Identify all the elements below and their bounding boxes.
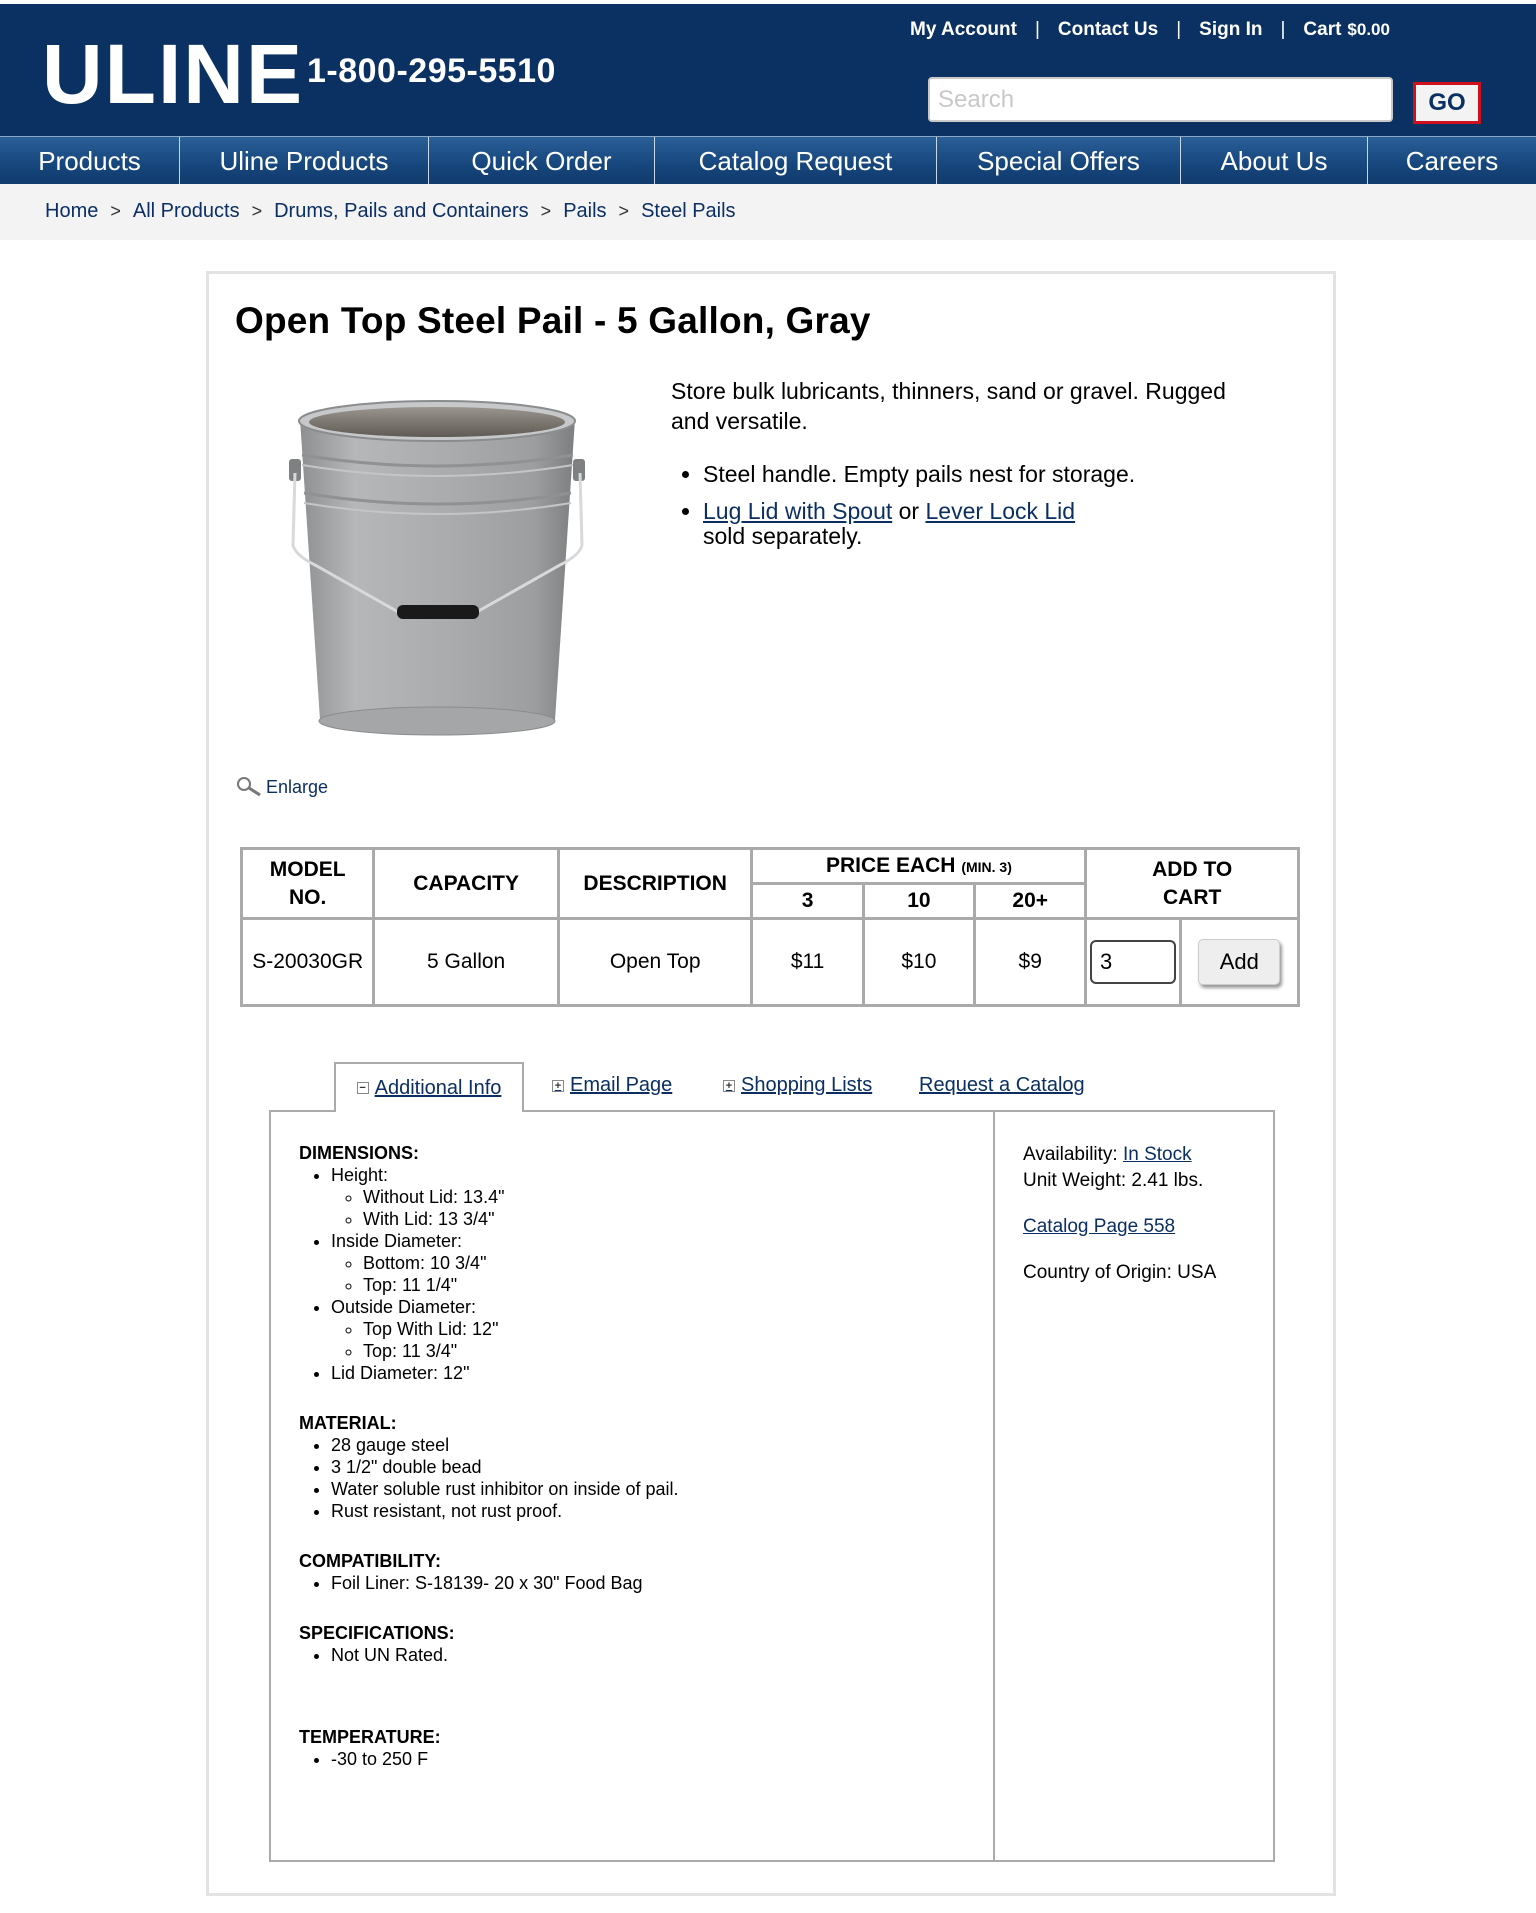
add-cell (1180, 919, 1298, 1006)
list-item: • Lid Diameter: 12" (331, 1362, 979, 1384)
model-header-line2: NO. (289, 885, 327, 909)
link-separator: | (1176, 19, 1182, 40)
tab-request-catalog-label: Request a Catalog (919, 1074, 1085, 1096)
dimensions-heading: DIMENSIONS: (299, 1143, 420, 1163)
price-cell-10: $10 (863, 919, 974, 1006)
tab-shopping-lists[interactable] (723, 1074, 872, 1097)
height-label: Height: (331, 1165, 389, 1185)
search-input[interactable] (928, 77, 1393, 122)
feature-item (703, 462, 1231, 487)
list-item: • 28 gauge steel (331, 1434, 979, 1456)
list-item: • Water soluble rust inhibitor on inside of pail. (331, 1478, 979, 1500)
list-item: • Not UN Rated. (331, 1644, 979, 1666)
outside-diameter-label: Outside Diameter: (331, 1297, 477, 1317)
unit-weight: Unit Weight: 2.41 lbs. (1023, 1170, 1204, 1191)
list-item: ◦ Top: 11 1/4" (363, 1274, 979, 1296)
search-go-button[interactable]: GO (1413, 82, 1481, 124)
in-stock-link[interactable]: In Stock (1122, 1144, 1192, 1165)
qty-cell (1086, 919, 1180, 1006)
breadcrumb-steel-pails[interactable]: Steel Pails (641, 200, 736, 222)
nav-item-about-us[interactable]: About Us (1181, 137, 1368, 185)
sign-in-link[interactable]: Sign In (1199, 19, 1263, 40)
price-each-label: PRICE EACH (825, 853, 956, 877)
breadcrumb-pails[interactable]: Pails (563, 200, 607, 222)
nav-item-products[interactable]: Products (0, 137, 180, 185)
capacity-header: CAPACITY (374, 849, 559, 919)
list-item: • Foil Liner: S-18139- 20 x 30" Food Bag (331, 1572, 979, 1594)
my-account-link[interactable]: My Account (910, 19, 1017, 40)
breadcrumb-separator: > (618, 201, 630, 221)
model-header-line1: MODEL (269, 857, 346, 881)
tab-email-page-label: Email Page (570, 1074, 673, 1096)
model-cell: S-20030GR (242, 919, 374, 1006)
tier-header-10: 10 (863, 884, 974, 919)
capacity-cell: 5 Gallon (374, 919, 559, 1006)
enlarge-link[interactable] (236, 776, 328, 798)
nav-item-catalog-request[interactable]: Catalog Request (655, 137, 937, 185)
expand-icon: + (552, 1080, 564, 1092)
product-image[interactable] (285, 395, 590, 755)
tab-email-page[interactable] (552, 1074, 672, 1097)
quantity-input[interactable] (1090, 940, 1176, 984)
info-divider (993, 1110, 995, 1862)
breadcrumb-separator: > (110, 201, 121, 221)
dimensions-list (299, 1164, 979, 1384)
pricing-table (240, 847, 1300, 1007)
catalog-page-row (1023, 1214, 1263, 1240)
availability-row (1023, 1142, 1263, 1168)
magnifier-icon (236, 776, 262, 798)
description-cell: Open Top (558, 919, 752, 1006)
country-of-origin: Country of Origin: USA (1023, 1262, 1217, 1283)
tab-request-catalog[interactable] (919, 1074, 1085, 1097)
table-row (242, 919, 1299, 1006)
compatibility-section (299, 1550, 979, 1594)
list-item (331, 1230, 979, 1296)
breadcrumb-bar (0, 184, 1536, 240)
inside-diameter-label: Inside Diameter: (331, 1231, 463, 1251)
tab-additional-info[interactable] (334, 1062, 524, 1112)
page-title: Open Top Steel Pail - 5 Gallon, Gray (235, 300, 871, 341)
nav-item-careers[interactable]: Careers (1405, 145, 1499, 176)
phone-number: 1-800-295-5510 (307, 52, 556, 90)
link-separator: | (1034, 19, 1040, 40)
breadcrumb-separator: > (251, 201, 263, 221)
add-to-cart-header (1086, 849, 1299, 919)
list-item: ◦ Top: 11 3/4" (363, 1340, 979, 1362)
feature-item (703, 499, 1231, 549)
model-header (242, 849, 374, 919)
material-heading: MATERIAL: (299, 1413, 397, 1433)
tier-header-20: 20+ (975, 884, 1086, 919)
account-links (910, 16, 1390, 44)
availability-label: Availability: (1023, 1144, 1118, 1165)
catalog-page-link[interactable]: Catalog Page 558 (1023, 1216, 1176, 1237)
breadcrumb-all-products[interactable]: All Products (132, 200, 240, 222)
list-item (331, 1296, 979, 1362)
or-text: or (898, 498, 920, 524)
list-item: ◦ With Lid: 13 3/4" (363, 1208, 979, 1230)
cart-amount: $0.00 (1347, 20, 1390, 39)
breadcrumb-separator: > (540, 201, 552, 221)
expand-icon: + (723, 1080, 735, 1092)
add-to-cart-button[interactable]: Add (1198, 939, 1280, 985)
product-availability (1023, 1142, 1263, 1286)
price-cell-20: $9 (975, 919, 1086, 1006)
contact-us-link[interactable]: Contact Us (1057, 19, 1159, 40)
lever-lock-lid-link[interactable]: Lever Lock Lid (925, 498, 1076, 524)
breadcrumb (45, 200, 736, 223)
specifications-heading: SPECIFICATIONS: (299, 1623, 455, 1643)
enlarge-label: Enlarge (266, 776, 329, 797)
list-item: • -30 to 250 F (331, 1748, 979, 1770)
lug-lid-link[interactable]: Lug Lid with Spout (703, 498, 893, 524)
temperature-section (299, 1726, 979, 1770)
list-item: ◦ Top With Lid: 12" (363, 1318, 979, 1340)
nav-item-special-offers[interactable]: Special Offers (937, 137, 1181, 185)
breadcrumb-home[interactable]: Home (45, 200, 99, 222)
product-description (671, 376, 1231, 561)
nav-item-uline-products[interactable]: Uline Products (180, 137, 429, 185)
list-item: ◦ Bottom: 10 3/4" (363, 1252, 979, 1274)
dimensions-section (299, 1142, 979, 1384)
price-cell-3: $11 (752, 919, 863, 1006)
main-nav (0, 136, 1536, 184)
temperature-heading: TEMPERATURE: (299, 1727, 441, 1747)
feature-list (671, 462, 1231, 549)
description-header: DESCRIPTION (558, 849, 752, 919)
price-min-label: (MIN. 3) (961, 858, 1012, 875)
add-to-cart-line2: CART (1163, 885, 1222, 909)
sold-separately-text: sold separately. (703, 523, 863, 549)
site-header (0, 4, 1536, 136)
collapse-icon: − (357, 1082, 369, 1094)
tab-shopping-lists-label: Shopping Lists (741, 1074, 873, 1096)
tab-additional-info-label: Additional Info (374, 1076, 502, 1099)
description-text: Store bulk lubricants, thinners, sand or gravel. Rugged and versatile. (671, 378, 1226, 434)
list-item: ◦ Without Lid: 13.4" (363, 1186, 979, 1208)
uline-logo[interactable]: ULINE (42, 27, 304, 121)
list-item: • Rust resistant, not rust proof. (331, 1500, 979, 1522)
compatibility-heading: COMPATIBILITY: (299, 1551, 441, 1571)
price-each-header (752, 849, 1086, 884)
tier-header-3: 3 (752, 884, 863, 919)
material-section (299, 1412, 979, 1522)
link-separator: | (1280, 19, 1286, 40)
breadcrumb-drums-pails[interactable]: Drums, Pails and Containers (274, 200, 529, 222)
add-to-cart-line1: ADD TO (1152, 857, 1233, 881)
list-item: • 3 1/2" double bead (331, 1456, 979, 1478)
list-item (331, 1164, 979, 1230)
nav-item-quick-order[interactable]: Quick Order (429, 137, 655, 185)
product-specs (299, 1142, 979, 1798)
specifications-section (299, 1622, 979, 1666)
cart-link[interactable]: Cart (1303, 19, 1342, 40)
feature-text: Steel handle. Empty pails nest for storage. (703, 461, 1136, 487)
